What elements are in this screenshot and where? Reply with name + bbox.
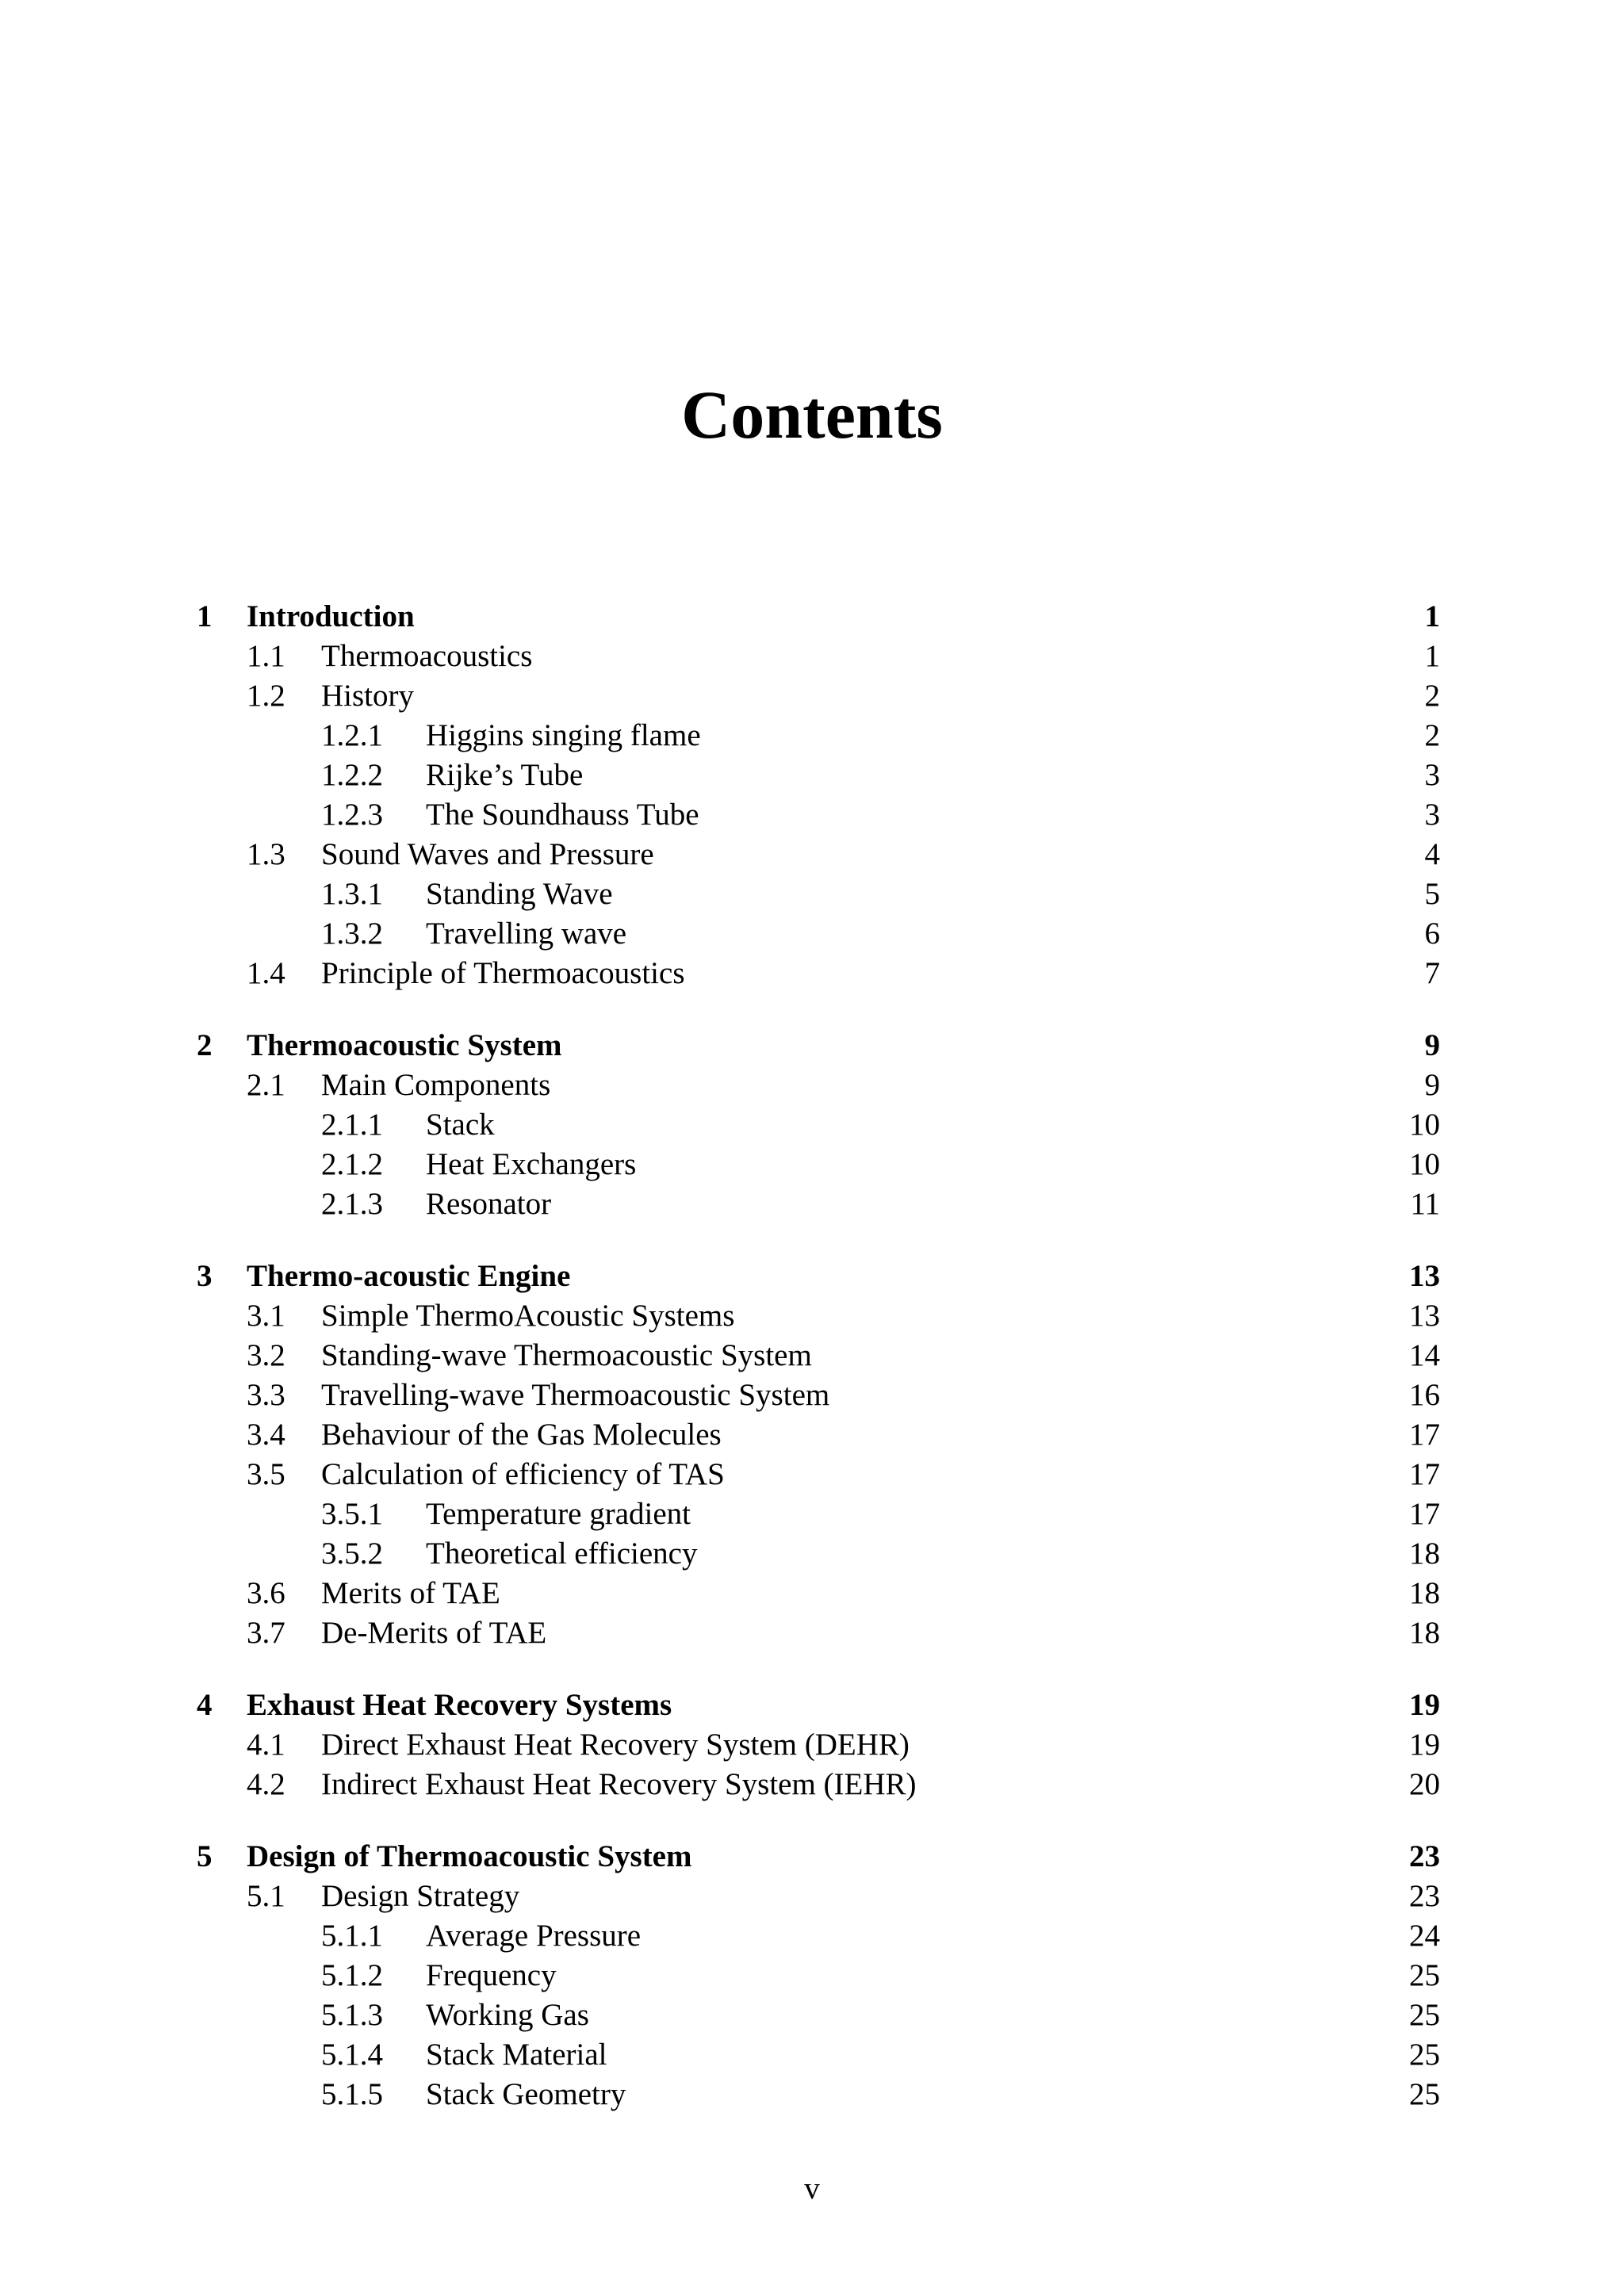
toc-section-title: Thermoacoustics xyxy=(321,637,538,676)
toc-section-number: 4.2 xyxy=(247,1767,285,1801)
toc-subsection-entry[interactable] xyxy=(0,1494,1624,1534)
toc-subsection-number: 2.1.3 xyxy=(321,1187,383,1221)
toc-section-number: 3.4 xyxy=(247,1418,285,1452)
toc-subsection-page: 17 xyxy=(1409,1497,1440,1531)
toc-subsection-title: Stack Material xyxy=(426,2035,614,2075)
toc-chapter-page: 13 xyxy=(1409,1259,1440,1293)
toc-section-page: 16 xyxy=(1409,1378,1440,1412)
toc-section-entry[interactable] xyxy=(0,1376,1624,1415)
toc-chapter-entry[interactable] xyxy=(0,1257,1624,1296)
toc-subsection-page: 25 xyxy=(1409,1958,1440,1992)
toc-section-entry[interactable] xyxy=(0,1415,1624,1455)
toc-subsection-page: 10 xyxy=(1409,1108,1440,1142)
toc-subsection-title: Heat Exchangers xyxy=(426,1145,642,1184)
toc-section-title: Simple ThermoAcoustic Systems xyxy=(321,1296,741,1336)
toc-subsection-page: 2 xyxy=(1424,718,1440,752)
toc-section-entry[interactable] xyxy=(0,1877,1624,1916)
toc-section-number: 3.6 xyxy=(247,1576,285,1610)
toc-section-number: 1.4 xyxy=(247,956,285,990)
toc-section-number: 1.3 xyxy=(247,837,285,871)
toc-chapter-entry[interactable] xyxy=(0,1686,1624,1725)
page-title: Contents xyxy=(681,377,943,453)
toc-subsection-title: Frequency xyxy=(426,1956,563,1996)
toc-chapter-page: 9 xyxy=(1424,1028,1440,1062)
toc-section-number: 4.1 xyxy=(247,1728,285,1762)
toc-subsection-entry[interactable] xyxy=(0,1534,1624,1574)
toc-section-page: 1 xyxy=(1424,639,1440,673)
toc-subsection-title: Rijke’s Tube xyxy=(426,756,589,795)
toc-chapter-title: Thermoacoustic System xyxy=(247,1026,569,1066)
toc-section-entry[interactable] xyxy=(0,1296,1624,1336)
toc-section-entry[interactable] xyxy=(0,637,1624,676)
toc-section-page: 9 xyxy=(1424,1068,1440,1102)
toc-section-entry[interactable] xyxy=(0,1455,1624,1494)
toc-section-entry[interactable] xyxy=(0,1574,1624,1613)
toc-section-entry[interactable] xyxy=(0,954,1624,993)
toc-section-page: 18 xyxy=(1409,1576,1440,1610)
toc-section-page: 2 xyxy=(1424,679,1440,713)
toc-chapter-title: Design of Thermoacoustic System xyxy=(247,1837,698,1877)
toc-section-title: Direct Exhaust Heat Recovery System (DEHR) xyxy=(321,1725,916,1765)
toc-subsection-number: 2.1.1 xyxy=(321,1108,383,1142)
toc-subsection-number: 1.2.1 xyxy=(321,718,383,752)
toc-subsection-number: 1.2.3 xyxy=(321,798,383,832)
toc-subsection-entry[interactable] xyxy=(0,1105,1624,1145)
toc-subsection-number: 5.1.1 xyxy=(321,1919,383,1953)
toc-subsection-entry[interactable] xyxy=(0,1916,1624,1956)
table-of-contents xyxy=(0,597,1624,2114)
toc-subsection-number: 5.1.3 xyxy=(321,1998,383,2032)
toc-section-entry[interactable] xyxy=(0,1066,1624,1105)
toc-section-number: 1.1 xyxy=(247,639,285,673)
toc-subsection-entry[interactable] xyxy=(0,914,1624,954)
toc-section-title: Behaviour of the Gas Molecules xyxy=(321,1415,728,1455)
toc-subsection-number: 5.1.4 xyxy=(321,2038,383,2072)
toc-subsection-page: 11 xyxy=(1410,1187,1440,1221)
toc-subsection-number: 1.3.2 xyxy=(321,916,383,951)
toc-subsection-entry[interactable] xyxy=(0,756,1624,795)
toc-section-page: 19 xyxy=(1409,1728,1440,1762)
toc-chapter-entry[interactable] xyxy=(0,597,1624,637)
toc-subsection-title: The Soundhauss Tube xyxy=(426,795,706,835)
toc-chapter-page: 1 xyxy=(1424,599,1440,633)
toc-section-number: 3.5 xyxy=(247,1457,285,1491)
toc-section-number: 3.1 xyxy=(247,1299,285,1333)
toc-section-page: 23 xyxy=(1409,1879,1440,1913)
toc-chapter-title: Thermo-acoustic Engine xyxy=(247,1257,576,1296)
toc-chapter-title: Exhaust Heat Recovery Systems xyxy=(247,1686,678,1725)
toc-subsection-page: 10 xyxy=(1409,1147,1440,1181)
toc-chapter-entry[interactable] xyxy=(0,1837,1624,1877)
toc-chapter-number: 3 xyxy=(197,1259,213,1293)
toc-section-page: 13 xyxy=(1409,1299,1440,1333)
toc-section-title: Merits of TAE xyxy=(321,1574,507,1613)
toc-section-page: 20 xyxy=(1409,1767,1440,1801)
toc-chapter-number: 5 xyxy=(197,1839,213,1873)
toc-subsection-entry[interactable] xyxy=(0,1184,1624,1224)
toc-subsection-entry[interactable] xyxy=(0,2035,1624,2075)
toc-chapter-page: 23 xyxy=(1409,1839,1440,1873)
toc-section-title: De-Merits of TAE xyxy=(321,1613,553,1653)
toc-subsection-number: 3.5.2 xyxy=(321,1536,383,1571)
toc-section-entry[interactable] xyxy=(0,1613,1624,1653)
toc-subsection-number: 1.2.2 xyxy=(321,758,383,792)
toc-subsection-entry[interactable] xyxy=(0,1145,1624,1184)
toc-subsection-title: Resonator xyxy=(426,1184,557,1224)
toc-chapter-title: Introduction xyxy=(247,597,421,637)
toc-subsection-title: Working Gas xyxy=(426,1996,596,2035)
toc-subsection-page: 18 xyxy=(1409,1536,1440,1571)
toc-section-entry[interactable] xyxy=(0,1765,1624,1804)
toc-section-title: History xyxy=(321,676,420,716)
toc-subsection-page: 6 xyxy=(1424,916,1440,951)
toc-subsection-number: 2.1.2 xyxy=(321,1147,383,1181)
toc-section-page: 7 xyxy=(1424,956,1440,990)
toc-section-page: 4 xyxy=(1424,837,1440,871)
toc-subsection-page: 3 xyxy=(1424,758,1440,792)
toc-section-page: 14 xyxy=(1409,1338,1440,1372)
toc-subsection-entry[interactable] xyxy=(0,795,1624,835)
toc-subsection-page: 25 xyxy=(1409,2077,1440,2111)
toc-section-title: Design Strategy xyxy=(321,1877,526,1916)
toc-subsection-title: Travelling wave xyxy=(426,914,633,954)
toc-subsection-number: 5.1.5 xyxy=(321,2077,383,2111)
toc-subsection-page: 25 xyxy=(1409,2038,1440,2072)
toc-subsection-title: Temperature gradient xyxy=(426,1494,697,1534)
toc-section-title: Principle of Thermoacoustics xyxy=(321,954,691,993)
toc-subsection-number: 1.3.1 xyxy=(321,877,383,911)
toc-section-entry[interactable] xyxy=(0,1725,1624,1765)
toc-subsection-page: 5 xyxy=(1424,877,1440,911)
toc-chapter-entry[interactable] xyxy=(0,1026,1624,1066)
toc-section-number: 3.2 xyxy=(247,1338,285,1372)
toc-chapter-number: 1 xyxy=(197,599,213,633)
toc-section-title: Main Components xyxy=(321,1066,557,1105)
toc-subsection-number: 5.1.2 xyxy=(321,1958,383,1992)
toc-subsection-title: Higgins singing flame xyxy=(426,716,707,756)
toc-subsection-page: 3 xyxy=(1424,798,1440,832)
toc-section-title: Travelling-wave Thermoacoustic System xyxy=(321,1376,836,1415)
toc-subsection-title: Average Pressure xyxy=(426,1916,647,1956)
toc-subsection-entry[interactable] xyxy=(0,716,1624,756)
toc-subsection-title: Stack xyxy=(426,1105,501,1145)
toc-section-number: 1.2 xyxy=(247,679,285,713)
toc-section-entry[interactable] xyxy=(0,676,1624,716)
toc-section-number: 5.1 xyxy=(247,1879,285,1913)
toc-subsection-entry[interactable] xyxy=(0,1996,1624,2035)
toc-subsection-page: 24 xyxy=(1409,1919,1440,1953)
page-number-footer: v xyxy=(804,2172,820,2206)
toc-subsection-page: 25 xyxy=(1409,1998,1440,2032)
toc-section-title: Sound Waves and Pressure xyxy=(321,835,661,874)
toc-chapter-number: 2 xyxy=(197,1028,213,1062)
toc-subsection-entry[interactable] xyxy=(0,874,1624,914)
toc-subsection-title: Stack Geometry xyxy=(426,2075,632,2114)
toc-subsection-title: Theoretical efficiency xyxy=(426,1534,704,1574)
toc-section-entry[interactable] xyxy=(0,1336,1624,1376)
toc-section-title: Calculation of efficiency of TAS xyxy=(321,1455,731,1494)
toc-subsection-number: 3.5.1 xyxy=(321,1497,383,1531)
toc-section-title: Standing-wave Thermoacoustic System xyxy=(321,1336,818,1376)
toc-section-page: 18 xyxy=(1409,1616,1440,1650)
toc-section-number: 2.1 xyxy=(247,1068,285,1102)
toc-subsection-title: Standing Wave xyxy=(426,874,619,914)
toc-section-page: 17 xyxy=(1409,1457,1440,1491)
toc-section-number: 3.7 xyxy=(247,1616,285,1650)
toc-section-page: 17 xyxy=(1409,1418,1440,1452)
toc-section-entry[interactable] xyxy=(0,835,1624,874)
toc-subsection-entry[interactable] xyxy=(0,2075,1624,2114)
toc-section-number: 3.3 xyxy=(247,1378,285,1412)
toc-chapter-page: 19 xyxy=(1409,1688,1440,1722)
toc-subsection-entry[interactable] xyxy=(0,1956,1624,1996)
toc-chapter-number: 4 xyxy=(197,1688,213,1722)
toc-section-title: Indirect Exhaust Heat Recovery System (IEHR) xyxy=(321,1765,923,1804)
